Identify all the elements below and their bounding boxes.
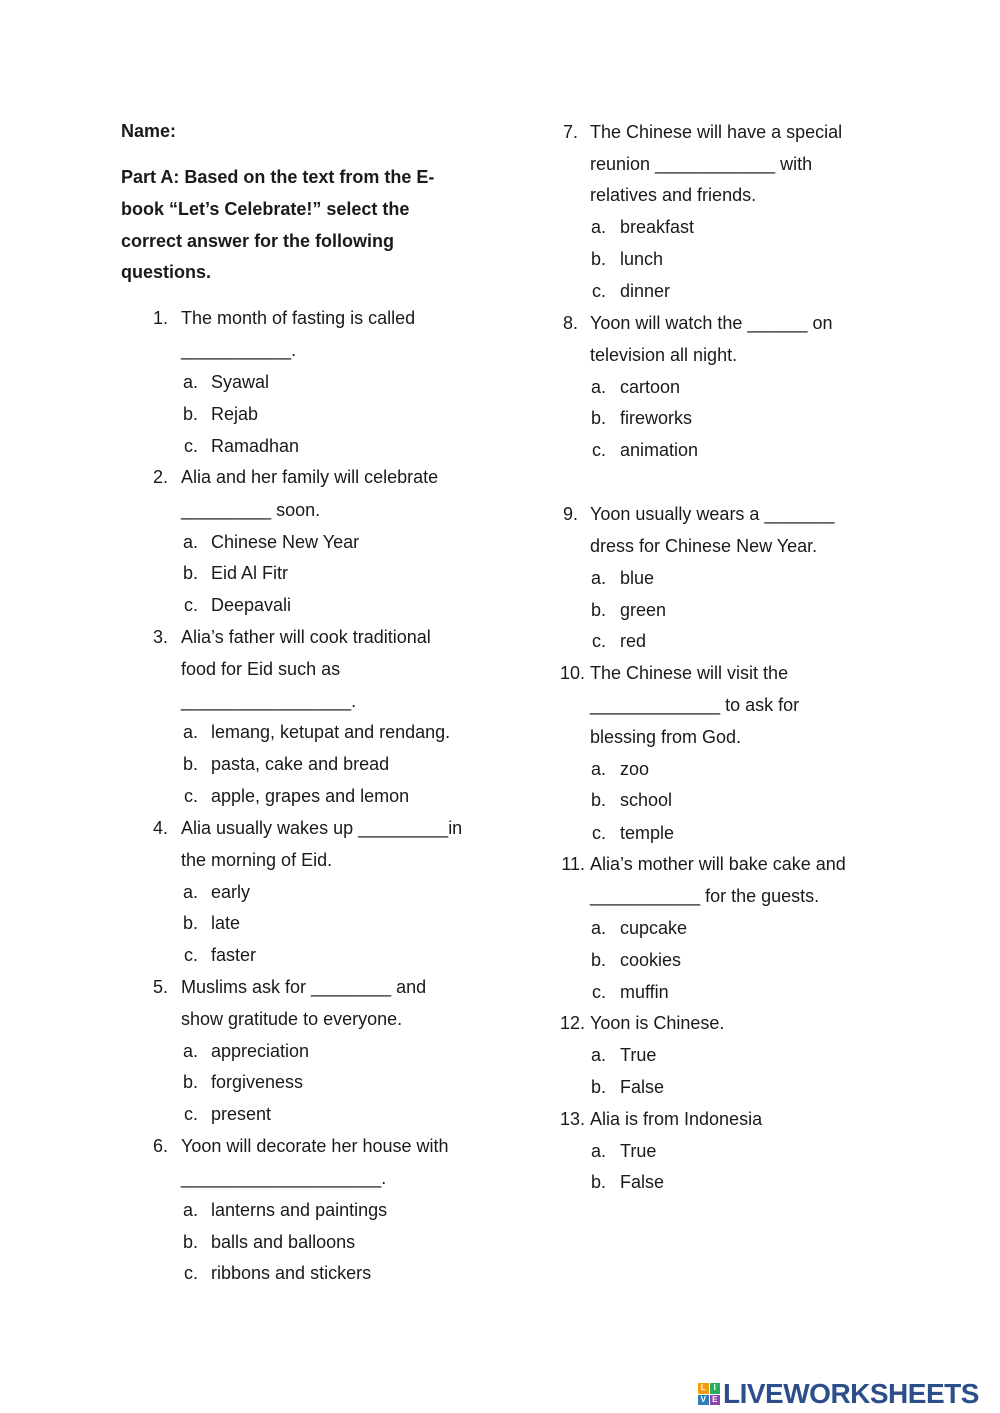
- liveworksheets-logo[interactable]: [698, 1378, 994, 1410]
- option-text[interactable]: temple: [620, 823, 675, 843]
- option-letter: b.: [590, 600, 606, 620]
- option-text[interactable]: late: [211, 913, 241, 933]
- question-text: The Chinese will have a special: [590, 122, 843, 142]
- instruction-line-1: Part A: Based on the text from the E-: [121, 167, 435, 187]
- option-letter: b.: [590, 249, 606, 269]
- option-letter: a.: [182, 1041, 198, 1061]
- option-text[interactable]: appreciation: [211, 1041, 310, 1061]
- option-letter: a.: [182, 722, 198, 742]
- option-text[interactable]: red: [620, 631, 647, 651]
- question-number: 10.: [559, 663, 585, 683]
- question-text: blessing from God.: [590, 727, 742, 747]
- option-text[interactable]: lunch: [620, 249, 664, 269]
- option-letter: a.: [182, 1200, 198, 1220]
- option-letter: c.: [183, 786, 198, 806]
- question-text: Yoon usually wears a _______: [590, 504, 835, 524]
- question-text: Alia and her family will celebrate: [181, 467, 439, 487]
- question-text: Alia’s mother will bake cake and: [590, 854, 846, 874]
- option-text[interactable]: zoo: [620, 759, 650, 779]
- option-letter: c.: [183, 1263, 198, 1283]
- instruction-line-4: questions.: [121, 262, 212, 282]
- option-letter: b.: [590, 790, 606, 810]
- option-text[interactable]: Ramadhan: [211, 436, 300, 456]
- option-letter: a.: [590, 1141, 606, 1161]
- question-number: 6.: [152, 1136, 168, 1156]
- option-letter: a.: [590, 568, 606, 588]
- question-text: _________ soon.: [181, 500, 321, 520]
- option-letter: b.: [590, 950, 606, 970]
- option-letter: c.: [591, 631, 606, 651]
- question-text: the morning of Eid.: [181, 850, 333, 870]
- option-text[interactable]: cartoon: [620, 377, 681, 397]
- option-text[interactable]: early: [211, 882, 251, 902]
- question-text: Alia’s father will cook traditional: [181, 627, 431, 647]
- question-number: 13.: [559, 1109, 585, 1129]
- option-letter: b.: [590, 1077, 606, 1097]
- question-text: Muslims ask for ________ and: [181, 977, 427, 997]
- liveworksheets-icon: L I V E: [698, 1383, 720, 1405]
- option-letter: b.: [182, 563, 198, 583]
- question-text: food for Eid such as: [181, 659, 341, 679]
- option-text[interactable]: apple, grapes and lemon: [211, 786, 410, 806]
- option-text[interactable]: balls and balloons: [211, 1232, 356, 1252]
- question-number: 7.: [562, 122, 578, 142]
- option-letter: c.: [183, 436, 198, 456]
- question-text: show gratitude to everyone.: [181, 1009, 403, 1029]
- question-number: 4.: [152, 818, 168, 838]
- option-letter: a.: [182, 372, 198, 392]
- option-text[interactable]: school: [620, 790, 673, 810]
- option-text[interactable]: present: [211, 1104, 272, 1124]
- question-text: Yoon is Chinese.: [590, 1013, 725, 1033]
- option-text[interactable]: green: [620, 600, 667, 620]
- option-letter: c.: [591, 440, 606, 460]
- instruction-line-2: book “Let’s Celebrate!” select the: [121, 199, 410, 219]
- option-letter: c.: [591, 281, 606, 301]
- option-text[interactable]: Syawal: [211, 372, 270, 392]
- option-text[interactable]: blue: [620, 568, 655, 588]
- question-text: ____________________.: [181, 1168, 387, 1188]
- instruction-line-3: correct answer for the following: [121, 231, 395, 251]
- option-letter: a.: [590, 918, 606, 938]
- option-letter: c.: [591, 982, 606, 1002]
- option-text[interactable]: False: [620, 1077, 665, 1097]
- option-text[interactable]: forgiveness: [211, 1072, 304, 1092]
- question-text: reunion ____________ with: [590, 154, 813, 174]
- question-number: 8.: [562, 313, 578, 333]
- option-letter: c.: [183, 595, 198, 615]
- option-text[interactable]: pasta, cake and bread: [211, 754, 390, 774]
- question-text: Alia is from Indonesia: [590, 1109, 763, 1129]
- option-letter: c.: [183, 945, 198, 965]
- option-text[interactable]: dinner: [620, 281, 671, 301]
- option-text[interactable]: True: [620, 1045, 657, 1065]
- option-text[interactable]: cupcake: [620, 918, 688, 938]
- question-text: _____________ to ask for: [590, 695, 800, 715]
- option-text[interactable]: muffin: [620, 982, 669, 1002]
- option-letter: b.: [182, 1072, 198, 1092]
- question-number: 11.: [561, 854, 585, 874]
- question-text: ___________.: [181, 340, 297, 360]
- question-text: television all night.: [590, 345, 738, 365]
- option-text[interactable]: lanterns and paintings: [211, 1200, 388, 1220]
- option-letter: a.: [182, 532, 198, 552]
- option-letter: b.: [182, 1232, 198, 1252]
- question-text: The month of fasting is called: [181, 308, 416, 328]
- option-letter: b.: [590, 1172, 606, 1192]
- question-text: dress for Chinese New Year.: [590, 536, 818, 556]
- option-letter: c.: [183, 1104, 198, 1124]
- question-number: 3.: [152, 627, 168, 647]
- question-number: 12.: [559, 1013, 585, 1033]
- option-text[interactable]: animation: [620, 440, 699, 460]
- option-text[interactable]: breakfast: [620, 217, 695, 237]
- question-number: 5.: [152, 977, 168, 997]
- question-number: 9.: [562, 504, 578, 524]
- question-number: 1.: [152, 308, 168, 328]
- option-text[interactable]: faster: [211, 945, 257, 965]
- brand-wordmark: LIVEWORKSHEETS: [723, 1378, 979, 1409]
- question-text: Yoon will watch the ______ on: [590, 313, 833, 333]
- question-text: relatives and friends.: [590, 185, 757, 205]
- option-letter: a.: [590, 377, 606, 397]
- option-letter: b.: [182, 913, 198, 933]
- question-number: 2.: [152, 467, 168, 487]
- option-text[interactable]: lemang, ketupat and rendang.: [211, 722, 451, 742]
- option-text[interactable]: True: [620, 1141, 657, 1161]
- option-letter: a.: [590, 217, 606, 237]
- option-text[interactable]: Deepavali: [211, 595, 292, 615]
- question-text: _________________.: [181, 691, 357, 711]
- option-letter: a.: [590, 759, 606, 779]
- question-text: The Chinese will visit the: [590, 663, 789, 683]
- option-letter: c.: [591, 823, 606, 843]
- option-letter: b.: [590, 408, 606, 428]
- question-text: ___________ for the guests.: [590, 886, 820, 906]
- option-text[interactable]: False: [620, 1172, 665, 1192]
- name-label: Name:: [121, 121, 177, 141]
- option-text[interactable]: cookies: [620, 950, 682, 970]
- option-text[interactable]: Rejab: [211, 404, 259, 424]
- option-letter: a.: [182, 882, 198, 902]
- option-text[interactable]: Chinese New Year: [211, 532, 360, 552]
- option-text[interactable]: ribbons and stickers: [211, 1263, 372, 1283]
- option-letter: b.: [182, 754, 198, 774]
- option-letter: b.: [182, 404, 198, 424]
- option-text[interactable]: Eid Al Fitr: [211, 563, 289, 583]
- option-text[interactable]: fireworks: [620, 408, 693, 428]
- question-text: Yoon will decorate her house with: [181, 1136, 449, 1156]
- option-letter: a.: [590, 1045, 606, 1065]
- question-text: Alia usually wakes up _________in: [181, 818, 463, 838]
